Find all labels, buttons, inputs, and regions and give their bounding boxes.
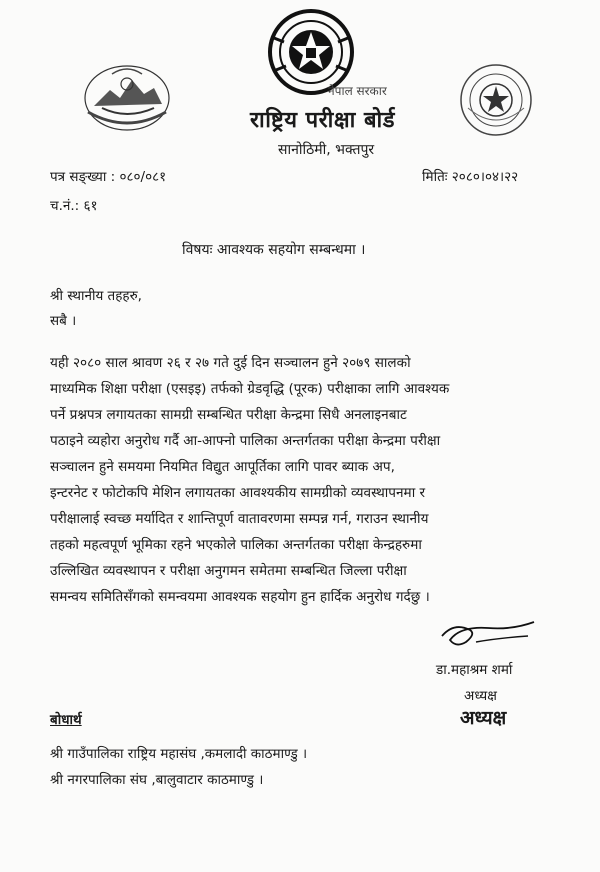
body-line: उल्लिखित व्यवस्थापन र परीक्षा अनुगमन समेतमा सम्बन्धित जिल्ला परीक्षा <box>50 563 407 579</box>
body-line: इन्टरनेट र फोटोकपि मेशिन लगायतका आवश्यकीय सामग्रीको व्यवस्थापनमा र <box>50 485 426 501</box>
org-name: राष्ट्रिय परीक्षा बोर्ड <box>250 108 396 133</box>
designation-stamp: अध्यक्ष <box>460 707 507 729</box>
addressee-line-1: श्री स्थानीय तहहरु, <box>50 288 142 304</box>
body-line: पर्ने प्रश्नपत्र लगायतका सामग्री सम्बन्धित परीक्षा केन्द्रमा सिधै अनलाइनबाट <box>50 407 407 423</box>
cc-line: श्री गाउँपालिका राष्ट्रिय महासंघ ,कमलादी काठमाण्डु । <box>50 746 308 762</box>
body-line: पठाइने व्यहोरा अनुरोध गर्दै आ-आफ्नो पालिका अन्तर्गतका परीक्षा केन्द्रमा परीक्षा <box>50 433 441 449</box>
signatory-designation: अध्यक्ष <box>464 688 497 704</box>
body-line: सञ्चालन हुने समयमा नियमित विद्युत आपूर्तिका लागि पावर ब्याक अप, <box>50 459 395 475</box>
nepal-emblem-icon <box>82 62 172 134</box>
cc-heading: बोधार्थ <box>50 712 82 728</box>
signature-icon <box>436 614 540 654</box>
cc-line: श्री नगरपालिका संघ ,बालुवाटार काठमाण्डु । <box>50 772 264 788</box>
body-line: यही २०८० साल श्रावण २६ र २७ गते दुई दिन सञ्चालन हुने २०७९ सालको <box>50 355 411 371</box>
letter-date: मितिः २०८०।०४।२२ <box>422 169 519 185</box>
letter-number: पत्र सङ्ख्या : ०८०/०८१ <box>50 169 167 185</box>
org-address: सानोठिमी, भक्तपुर <box>278 142 375 158</box>
addressee-line-2: सबै । <box>50 313 77 329</box>
body-line: समन्वय समितिसँगको समन्वयमा आवश्यक सहयोग हुन हार्दिक अनुरोध गर्दछु । <box>50 589 430 605</box>
body-line: माध्यमिक शिक्षा परीक्षा (एसइइ) तर्फको ग्रेडवृद्धि (पूरक) परीक्षाका लागि आवश्यक <box>50 381 450 397</box>
subject-line: विषयः आवश्यक सहयोग सम्बन्धमा । <box>182 242 366 258</box>
dispatch-number: च.नं.: ६१ <box>50 198 98 214</box>
board-seal-icon <box>458 62 534 138</box>
body-line: तहको महत्वपूर्ण भूमिका रहने भएकोले पालिका अन्तर्गतका परीक्षा केन्द्रहरुमा <box>50 537 422 553</box>
body-line: परीक्षालाई स्वच्छ मर्यादित र शान्तिपूर्ण वातावरणमा सम्पन्न गर्न, गराउन स्थानीय <box>50 511 429 527</box>
signatory-name: डा.महाश्रम शर्मा <box>436 662 513 678</box>
org-prefix: नेपाल सरकार <box>328 84 387 98</box>
